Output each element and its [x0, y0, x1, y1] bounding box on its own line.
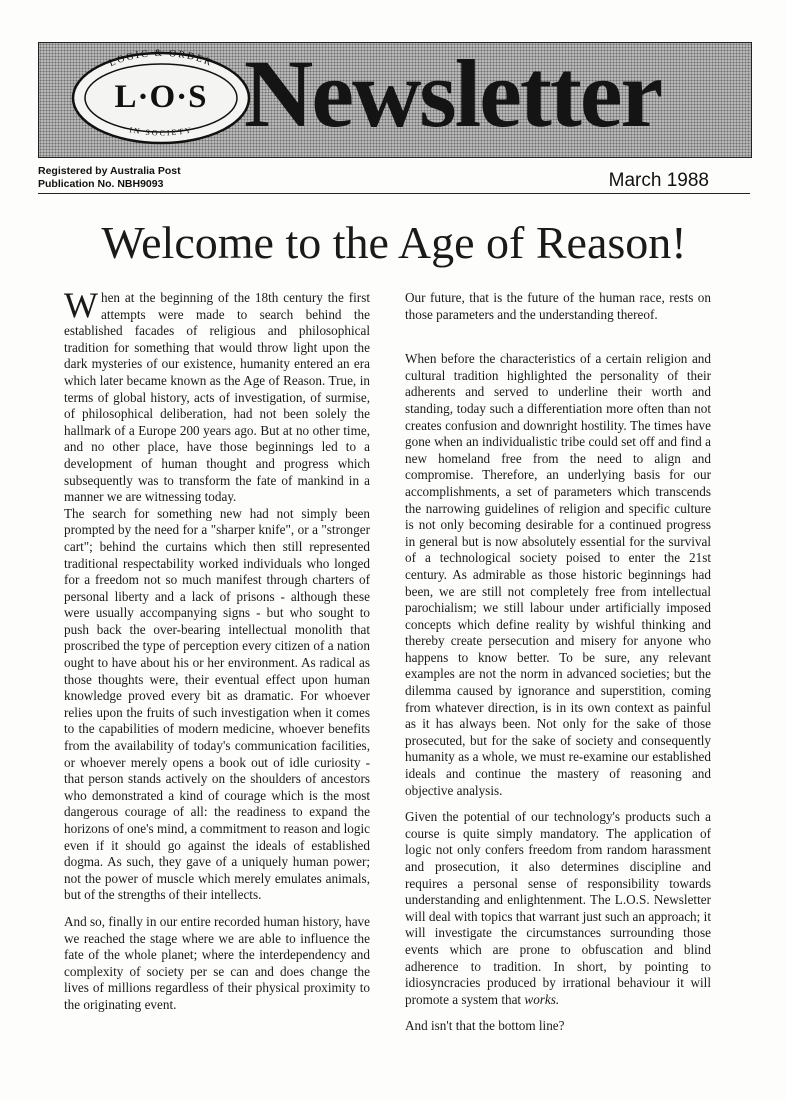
paragraph — [405, 809, 711, 1008]
article-column-left — [64, 285, 370, 1014]
emphasis-text: works. — [524, 991, 560, 1007]
paragraph: The search for something new had not simply been prompted by the need for a "sharper knife", or a "stronger cart"; behind the curtains which then still represented traditional respectability worked individuals who longed for a freedom not so much manifest through charters of personal liberty and a lack of prisons - although these were usually accompanying signs - but who sought to push back the over-bearing intellectual monolith that proscribed the type of perception every citizen of a nation ought to have about his or her environment. As radical as those thoughts were, their eventual effect upon human knowledge proved every bit as dramatic. For whoever relies upon the fruits of such investigation when it comes to the capabilities of modern medicine, whoever benefits from the availability of today's communication facilities, or whoever merely opens a book out of idle curiosity - that person stands actively on the shoulders of ancestors who demonstrated a kind of courage which is the most dangerous courage of all: the readiness to expand the horizons of one's mind, a commitment to reason and logic even if it should go against the ideals of established dogma. As such, they gave of a uniquely human power; not the power of muscle which merely emulates animals, but of the strengths of their intellects. — [64, 505, 370, 903]
newsletter-title: Newsletter — [244, 40, 662, 147]
registration-line-2: Publication No. NBH9093 — [38, 177, 164, 190]
issue-date: March 1988 — [608, 170, 709, 191]
paragraph-text: hen at the beginning of the 18th century the first attempts were made to search behind the established facades of religious and philosophical tradition for something that would throw light upon the dark mysteries of our existence, humanity entered an era which later became known as the Age of Reason. True, in terms of global history, acts of investigation, of surmise, of philosophical deliberation, had not been solely the hallmark of a Europe 200 years ago. But at no other time, and no other place, have those beginnings led to a development of human thought and progress which subsequently was to transform the fate of mankind in a manner we are witnessing today. — [64, 290, 370, 505]
logo-bottom-ring-text: IN SOCIETY — [128, 125, 194, 138]
paragraph: Our future, that is the future of the human race, rests on those parameters and the understanding thereof. — [405, 290, 711, 322]
paragraph: When before the characteristics of a certain religion and cultural tradition highlighted the personality of their adherents and served to underline their worth and standing, today such a differentiation more often than not creates confusion and downright hostility. The times have gone when an individualistic tribe could set off and find a new homeland free from the need to align and compromise. Therefore, an underlying basis for our accomplishments, a set of parameters which transcends the narrowing guidelines of religion and specific culture is not only becoming desirable for a continued progress in general but is now absolutely essential for the survival of a technological society poised to enter the 21st century. As admirable as those historic beginnings had been, we are still not completely free from intellectual parochialism; we still labour under artificially imposed concepts which define reality by wishful thinking and thereby create persecution and misery for anyone who happens to know better. To be sure, any relevant examples are not the norm in advanced societies; but the dilemma caused by ignorance and superstition, coming from whatever direction, is in its own context as painful as it has always been. Not only for the sake of those prosecuted, but for the sake of society and consequently humanity as a whole, we must re-examine our established ideals and continue the mastery of reasoning and objective analysis. — [405, 351, 711, 798]
logo-top-ring-text: LOGIC & ORDER — [107, 48, 215, 70]
paragraph-text: Given the potential of our technology's products such a course is quite simply mandatory. The application of logic not only confers freedom from random harassment and prosecution, it also determines discipline and requires a personal sense of responsibility towards understanding and enlightenment. The L.O.S. Newsletter will deal with topics that warrant just such an approach; it will investigate the circumstances surrounding those events which are prone to obfuscation and blind adherence to tradition. In short, by pointing to idiosyncracies produced by irrational behaviour it will promote a system that — [405, 809, 711, 1007]
article-headline: Welcome to the Age of Reason! — [101, 217, 687, 268]
logo-letters: L·O·S — [114, 79, 208, 115]
registration-info — [38, 165, 181, 190]
article-column-right — [405, 290, 711, 1035]
drop-cap: W — [64, 285, 98, 325]
paragraph: And so, finally in our entire recorded human history, have we reached the stage where we are able to influence the fate of the whole planet; where the interdependency and complexity of society per se can and does change the lives of millions regardless of their physical proximity to the originating event. — [64, 913, 370, 1012]
header-rule — [38, 193, 750, 194]
los-logo — [66, 48, 256, 148]
paragraph — [64, 285, 370, 506]
closing-line: And isn't that the bottom line? — [405, 1018, 565, 1034]
registration-line-1: Registered by Australia Post — [38, 165, 181, 177]
